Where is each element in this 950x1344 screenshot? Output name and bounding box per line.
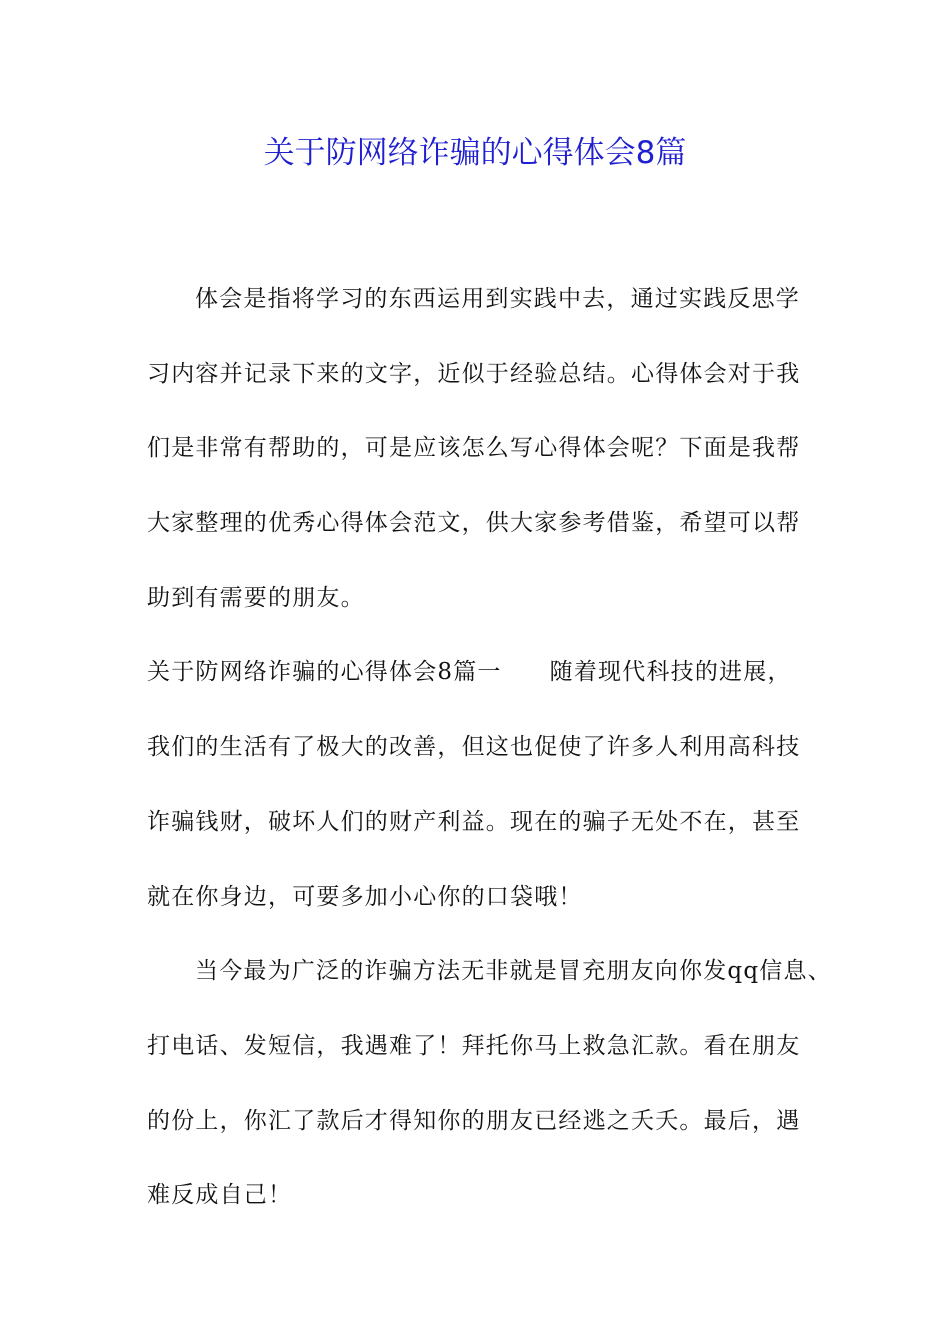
document-body [147,262,832,1233]
paragraph-line: 我们的生活有了极大的改善，但这也促使了许多人利用高科技 [147,734,801,761]
section-heading: 关于防网络诈骗的心得体会8篇一 [147,659,502,686]
paragraph-line: 的份上，你汇了款后才得知你的朋友已经逃之夭夭。最后，遇 [147,1107,801,1134]
paragraph-line: 体会是指将学习的东西运用到实践中去，通过实践反思学 [195,286,800,312]
section-first-text: 随着现代科技的进展， [549,659,792,686]
paragraph-line: 助到有需要的朋友。 [147,584,365,611]
paragraph-line: 打电话、发短信，我遇难了！拜托你马上救急汇款。看在朋友 [147,1032,801,1059]
paragraph-line: 就在你身边，可要多加小心你的口袋哦！ [147,883,583,910]
paragraph-line: 习内容并记录下来的文字，近似于经验总结。心得体会对于我 [147,360,801,387]
section-heading-line [147,635,807,710]
paragraph-line: 大家整理的优秀心得体会范文，供大家参考借鉴，希望可以帮 [147,510,801,537]
paragraph-line: 们是非常有帮助的，可是应该怎么写心得体会呢？下面是我帮 [147,435,801,462]
paragraph-line: 当今最为广泛的诈骗方法无非就是冒充朋友向你发qq信息、 [195,958,832,985]
paragraph-line: 难反成自己！ [147,1182,293,1209]
document-title: 关于防网络诈骗的心得体会8篇 [263,135,687,171]
paragraph-line: 诈骗钱财，破坏人们的财产利益。现在的骗子无处不在，甚至 [147,808,801,835]
